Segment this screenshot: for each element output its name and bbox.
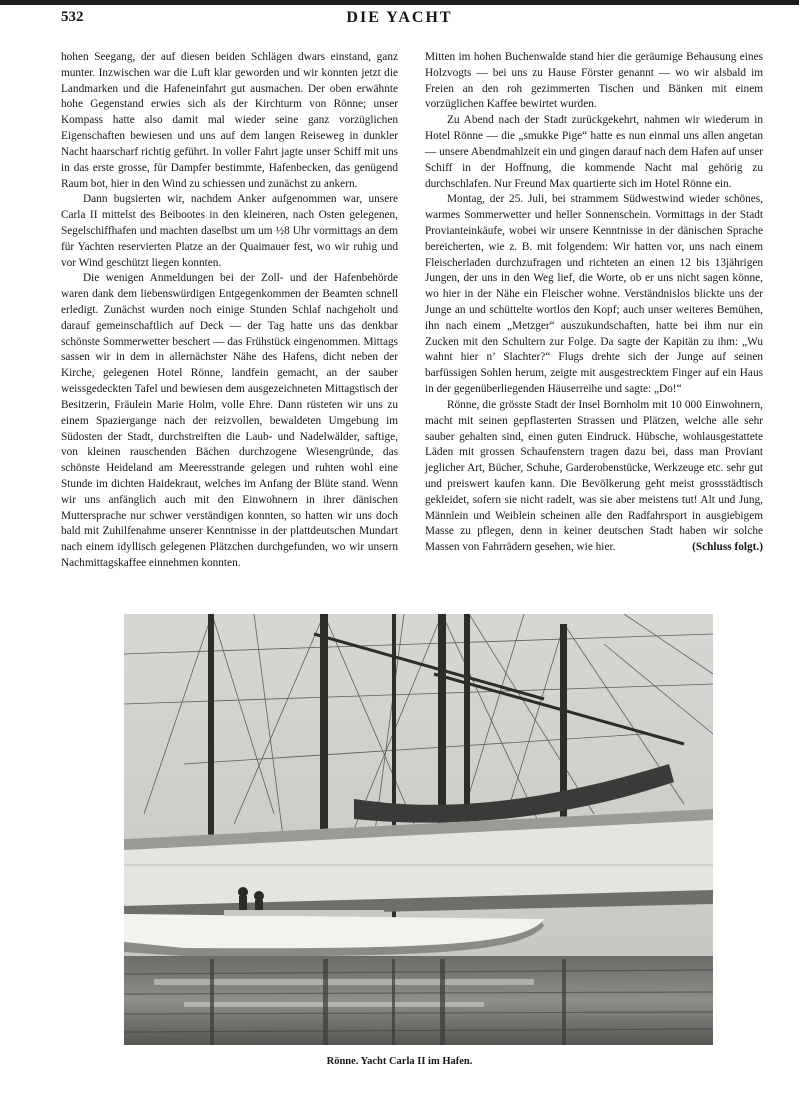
paragraph: [425, 398, 763, 556]
continuation-note: (Schluss folgt.): [692, 541, 763, 554]
paragraph: hohen Seegang, der auf diesen beiden Schlägen dwars einstand, ganz munter. Inzwischen war die Luft klar geworden und wir konnten jetzt die Landmarken und die Hafeneinfahrt gut ausmachen. Der oben erwähnte hohe Gegenstand erwies sich als der Kirchturm von Rönne; unser Kompass hatte also damit mal wieder seine ganz vorzüglichen Eigenschaften bewiesen und uns auf dem langen Reiseweg in dunkler Nacht haarscharf richtig geführt. In voller Fahrt jagte unser Schiff mit uns in das erste grosse, für Dampfer bestimmte, Hafenbecken, das genügend Raum bot, hier in den Wind zu schiessen und zunächst zu ankern.: [61, 51, 398, 190]
paragraph-text: Rönne, die grösste Stadt der Insel Bornholm mit 10 000 Einwohnern, macht mit seinen gepflasterten Strassen und Plätzen, welche alle sehr sauber gehalten sind, einen guten Eindruck. Hübsche, wohlausgestattete Läden mit grossen Schaufenstern tragen dazu bei, dass man Proviant jeglicher Art, Bücher, Schuhe, Garderobenstücke, Werkzeuge etc. sehr gut und preiswert kaufen kann. Die Bevölkerung geht meist grossstädtisch gekleidet, sofern sie nicht radelt, was sie aber meistens tut! Alt und Jung, Männlein und Weiblein scheinen alle den Radfahrsport in ausgiebigem Masse zu pflegen, denn in keiner deutschen Stadt haben wir solche Massen von Fahrrädern gesehen, wie hier.: [425, 398, 763, 554]
running-title: DIE YACHT: [346, 9, 453, 26]
paragraph: Dann bugsierten wir, nachdem Anker aufgenommen war, unsere Carla II mittelst des Beibootes in den kleineren, nach Osten gelegenen, Segelschiffhafen und machten daselbst um um ½8 Uhr vormittags an dem für Yachten reservierten Platze an der Quaimauer fest, wo wir ruhig und vor Wind geschützt liegen konnten.: [61, 193, 398, 269]
ship-photo-illustration: [124, 614, 713, 1045]
page-number: 532: [61, 9, 84, 25]
paragraph: Mitten im hohen Buchenwalde stand hier die geräumige Behausung eines Holzvogts — bei uns zu Hause Förster genannt — wo wir alsbald im Freien an den roh gezimmerten Tischen und Bänken mit einem vorzüglichen Kaffee bewirtet wurden.: [425, 51, 763, 111]
paragraph: Zu Abend nach der Stadt zurückgekehrt, nahmen wir wiederum in Hotel Rönne — die „smukke Pige“ hatte es nun einmal uns allen angetan — unsere Abendmahlzeit ein und gingen darauf nach dem Hafen auf unser Schiff in der Hoffnung, die kommende Nacht mal gehörig zu durchschlafen. Nur Freund Max quartierte sich im Hotel Rönne ein.: [425, 114, 763, 190]
right-column: [425, 50, 763, 556]
top-rule: [0, 0, 799, 5]
harbour-photo: [124, 614, 713, 1045]
left-column: [61, 50, 398, 572]
figure-caption: Rönne. Yacht Carla II im Hafen.: [326, 1056, 473, 1067]
paragraph: Montag, der 25. Juli, bei strammem Südwestwind wieder schönes, warmes Sommerwetter und heller Sonnenschein. Vormittags in der Stadt Provianteinkäufe, wobei wir unsere Kenntnisse in der dänischen Sprache bereicherten, wie z. B. mit folgendem: Wir hatten vor, uns nach einem Fleischerladen durchzufragen und richteten an einen 12 bis 13jährigen Jungen, der uns in den Weg lief, die Worte, ob er uns nicht sagen könne, wo hier in der Nähe ein Fleischer wohne. Verständnislos blickte uns der Junge an und schüttelte wortlos den Kopf; auch unser weiteres Bemühen, ihn nach einem „Metzger“ auszukundschaften, hatte bei ihm nur ein Zucken mit den Schultern zur Folge. Da sagte der Kapitän zu ihm: „Wu wahnt hier n’ Slachter?“ Flugs drehte sich der Junge auf seinen barfüssigen Sohlen herum, zeigte mit ausgestrecktem Finger auf ein Haus in der gegenüberliegenden Häuserreihe und sagte: „Do!“: [425, 193, 763, 396]
paragraph: Die wenigen Anmeldungen bei der Zoll- und der Hafenbehörde waren dank dem liebenswürdigen Entgegenkommen der Beamten schnell erledigt. Zunächst wurden noch einige Stunden Schlaf nachgeholt und darauf gemeinschaftlich auf Deck — der Tag hatte uns das denkbar schönste Sommerwetter beschert — das Frühstück eingenommen. Mittags sassen wir in dem in allernächster Nähe des Hafens, dicht neben der Kirche, gelegenen Hotel Rönne, landfein gemacht, an der sauber weissgedeckten Tafel und bewiesen dem ausgezeichneten Mittagstisch der Besitzerin, Fräulein Marie Holm, volle Ehre. Dann rüsteten wir uns zu einem Spaziergange nach der reizvollen, bewaldeten Umgebung im Südosten der Stadt, durchstreiften die Laub- und Nadelwälder, saftige, von kleinen rauschenden Bächen durchzogene Wiesengründe, das schönste Heideland am Meeresstrande gelegen und ruhten wohl eine Stunde im dichten Haidekraut, welches im Anfang der Blüte stand. Wenn wir uns anfänglich auch mit den Einwohnern in ihrer dänischen Muttersprache nur schwer verständigen konnten, so hatten wir uns doch bald mit Zuhilfenahme unserer Kenntnisse in der plattdeutschen Mundart nach einem idyllisch gelegenen Plätzchen durchgefunden, wo wir unsern Nachmittagskaffee einnehmen konnten.: [61, 272, 398, 569]
